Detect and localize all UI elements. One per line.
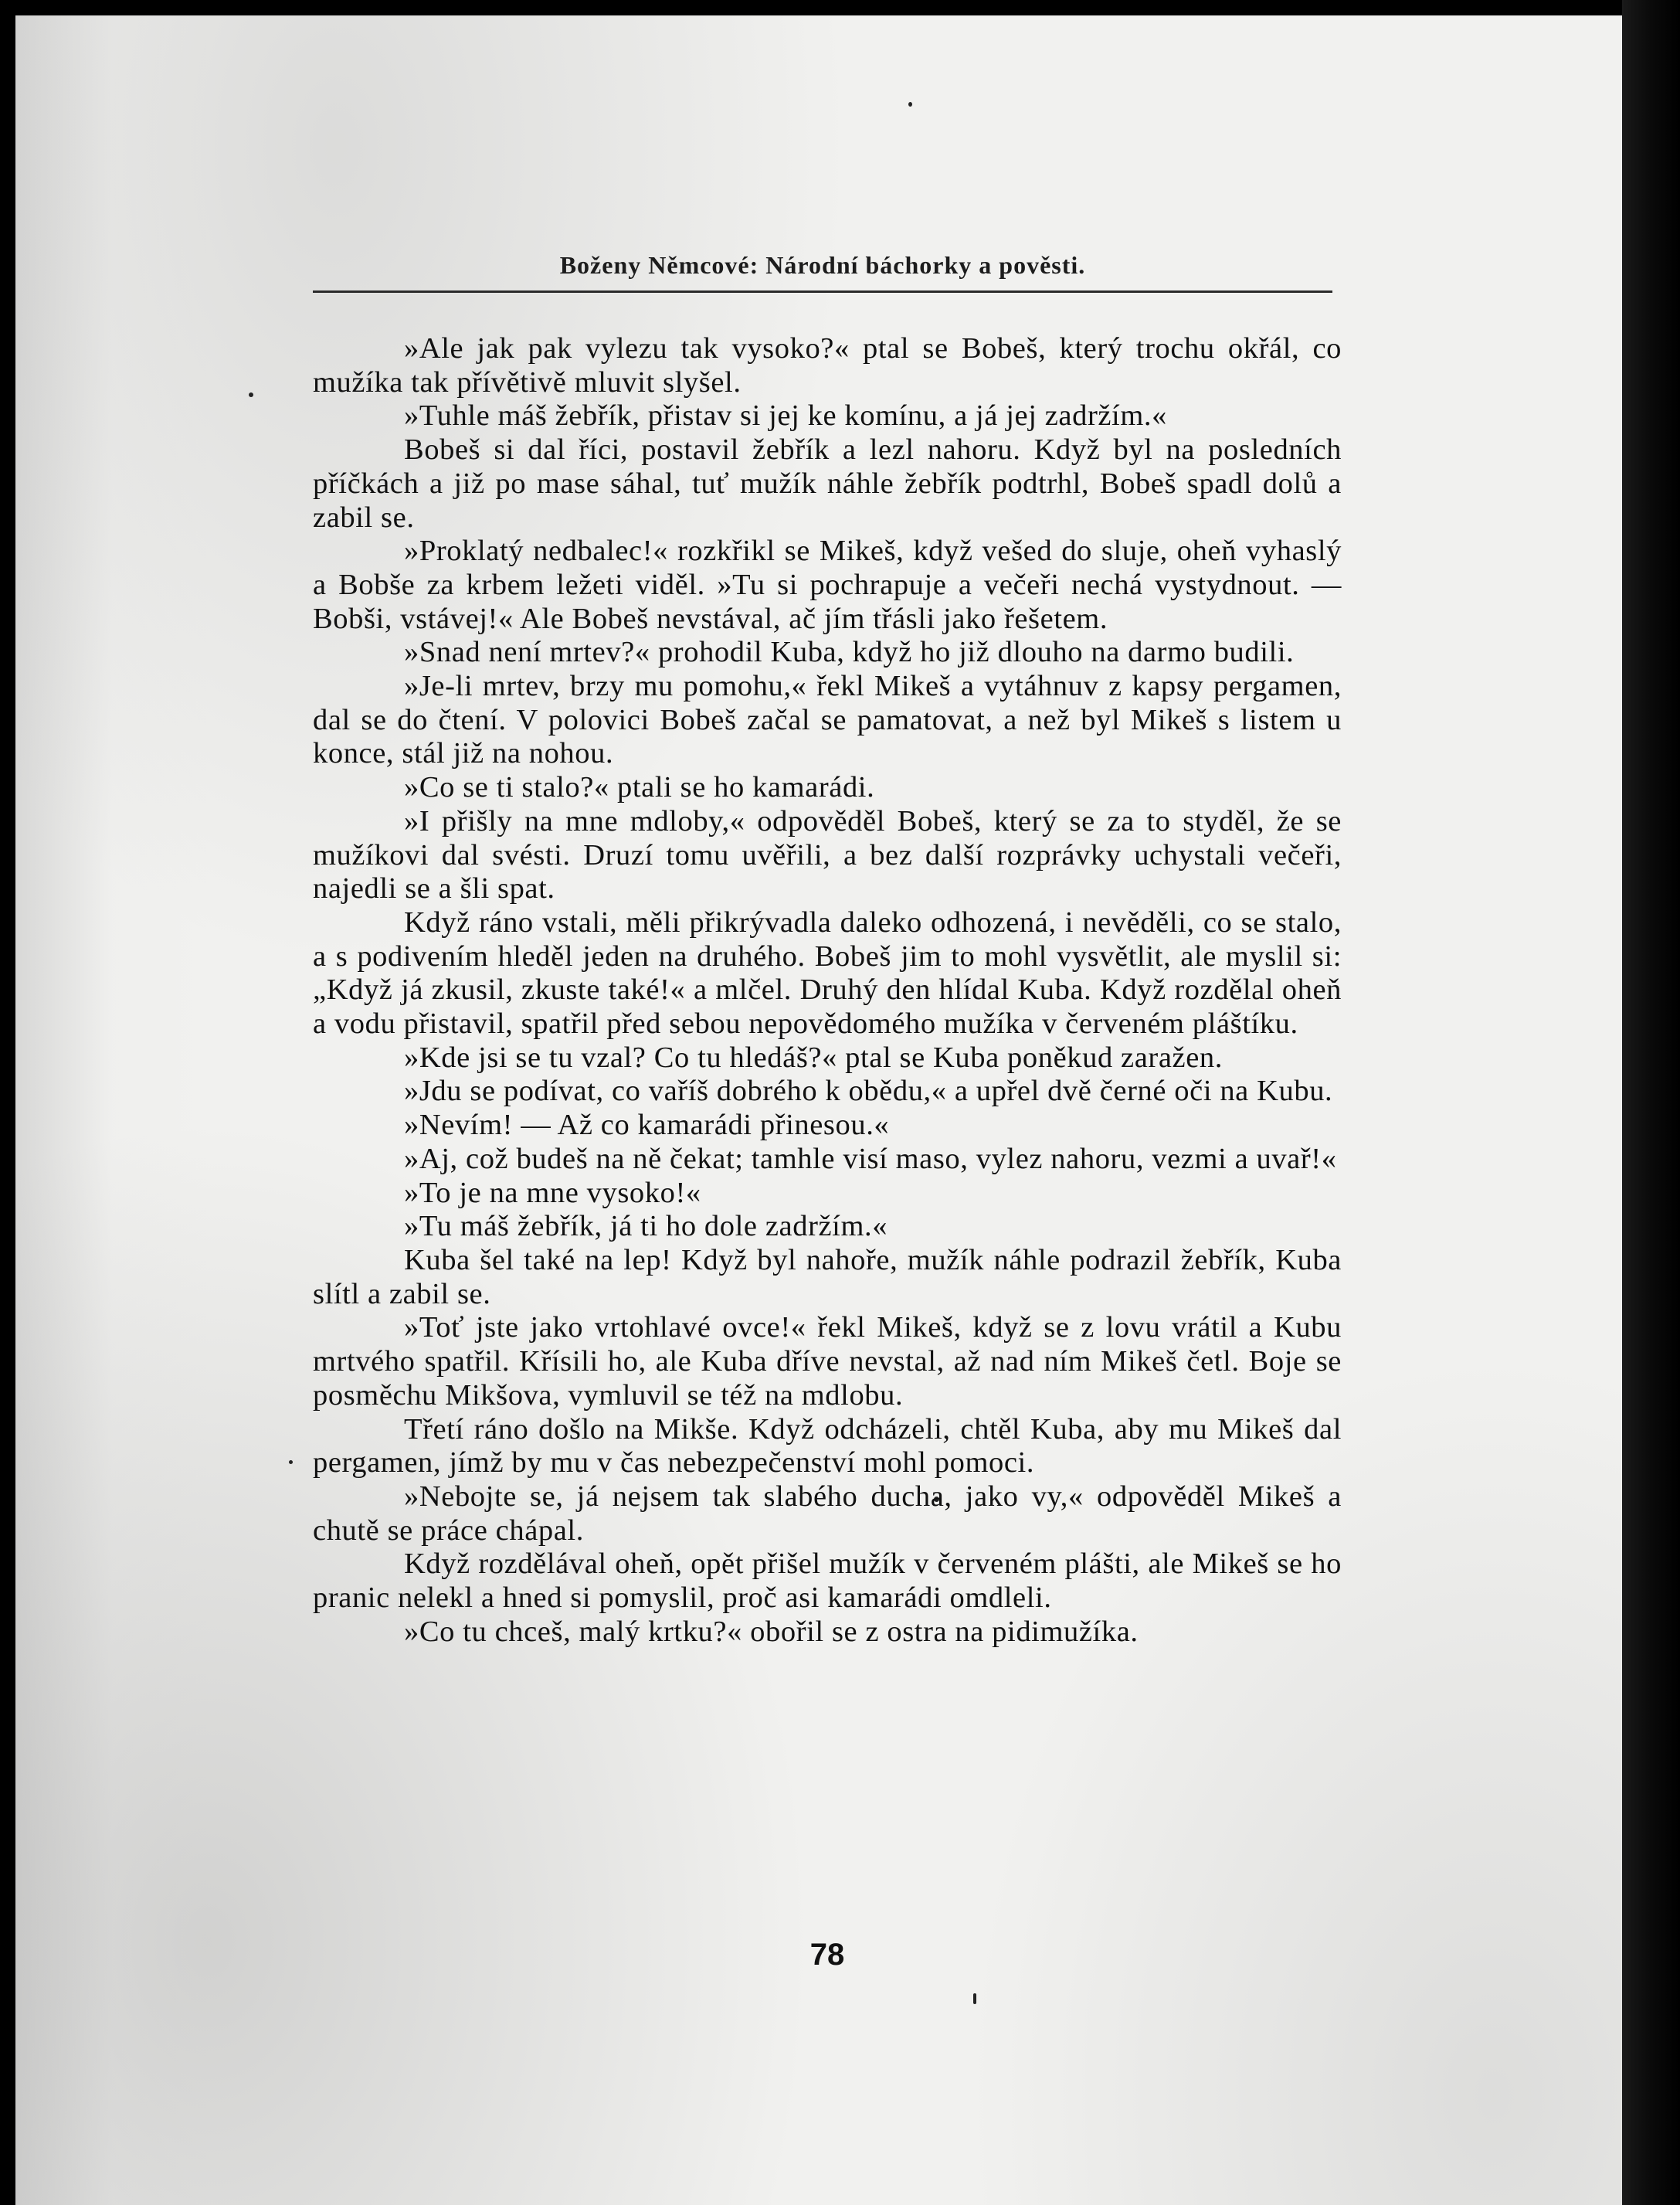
paragraph: »Toť jste jako vrtohlavé ovce!« řekl Mikeš, když se z lovu vrátil a Kubu mrtvého spatřil. Křísili ho, ale Kuba dříve nevstal, až nad ním Mikeš četl. Boje se posměchu Mikšova, vymluvil se též na mdlobu. [313,1311,1342,1412]
paragraph: »I přišly na mne mdloby,« odpověděl Bobeš, který se za to styděl, že se mužíkovi dal svésti. Druzí tomu uvěřili, a bez další rozprávky uchystali večeři, najedli se a šli spat. [313,804,1342,905]
paragraph: »Co se ti stalo?« ptali se ho kamarádi. [404,771,875,804]
paragraph: »Snad není mrtev?« prohodil Kuba, když ho již dlouho na darmo budili. [404,636,1295,669]
running-head: Boženy Němcové: Národní báchorky a pověsti. [559,251,1086,279]
paragraph: »Nebojte se, já nejsem tak slabého ducha, jako vy,« odpověděl Mikeš a chutě se práce chápal. [313,1480,1342,1547]
paragraph: Kuba šel také na lep! Když byl nahoře, mužík náhle podrazil žebřík, Kuba slítl a zabil se. [313,1243,1342,1310]
paragraph: »Je-li mrtev, brzy mu pomohu,« řekl Mikeš a vytáhnuv z kapsy pergamen, dal se do čtení. V polovici Bobeš začal se pamatovat, a než byl Mikeš s listem u konce, stál již na nohou. [313,670,1342,770]
page-number: 78 [809,1938,845,1972]
paragraph: »Co tu chceš, malý krtku?« obořil se z ostra na pidimužíka. [404,1615,1139,1648]
body-text [313,332,1342,1649]
paragraph: »Tu máš žebřík, já ti ho dole zadržím.« [404,1210,888,1243]
paragraph: »Kde jsi se tu vzal? Co tu hledáš?« ptal se Kuba poněkud zaražen. [404,1041,1223,1074]
paragraph: »Ale jak pak vylezu tak vysoko?« ptal se Bobeš, který trochu okřál, co mužíka tak přívětivě mluvit slyšel. [313,332,1342,399]
header-rule [313,290,1332,293]
paragraph: »Tuhle máš žebřík, přistav si jej ke komínu, a já jej zadržím.« [404,399,1167,433]
binding-gutter [1622,0,1680,2205]
paragraph: Když ráno vstali, měli přikrývadla daleko odhozená, i nevěděli, co se stalo, a s podivením hleděl jeden na druhého. Bobeš jim to mohl vysvětlit, ale myslil si: „Když já zkusil, zkuste také!« a mlčel. Druhý den hlídal Kuba. Když rozdělal oheň a vodu přistavil, spatřil před sebou nepovědomého mužíka v červeném pláštíku. [313,905,1342,1041]
paragraph: »Jdu se podívat, co vaříš dobrého k obědu,« a upřel dvě černé oči na Kubu. [404,1075,1333,1108]
paragraph: Bobeš si dal říci, postavil žebřík a lezl nahoru. Když byl na posledních příčkách a již po mase sáhal, tuť mužík náhle žebřík podtrhl, Bobeš spadl dolů a zabil se. [313,433,1342,534]
paragraph: »Nevím! — Až co kamarádi přinesou.« [404,1109,890,1142]
paragraph: »To je na mne vysoko!« [404,1176,701,1209]
paragraph: »Aj, což budeš na ně čekat; tamhle visí maso, vylez nahoru, vezmi a uvař!« [404,1142,1337,1175]
paragraph: Když rozdělával oheň, opět přišel mužík v červeném plášti, ale Mikeš se ho pranic nelekl a hned si pomyslil, proč asi kamarádi omdleli. [313,1548,1342,1615]
paragraph: Třetí ráno došlo na Mikše. Když odcházeli, chtěl Kuba, aby mu Mikeš dal pergamen, jímž by mu v čas nebezpečenství mohl pomoci. [313,1412,1342,1480]
paragraph: »Proklatý nedbalec!« rozkřikl se Mikeš, když vešed do sluje, oheň vyhaslý a Bobše za krbem ležeti viděl. »Tu si pochrapuje a večeři nechá vystydnout. — Bobši, vstávej!« Ale Bobeš nevstával, ač jím třásli jako řešetem. [313,535,1342,635]
